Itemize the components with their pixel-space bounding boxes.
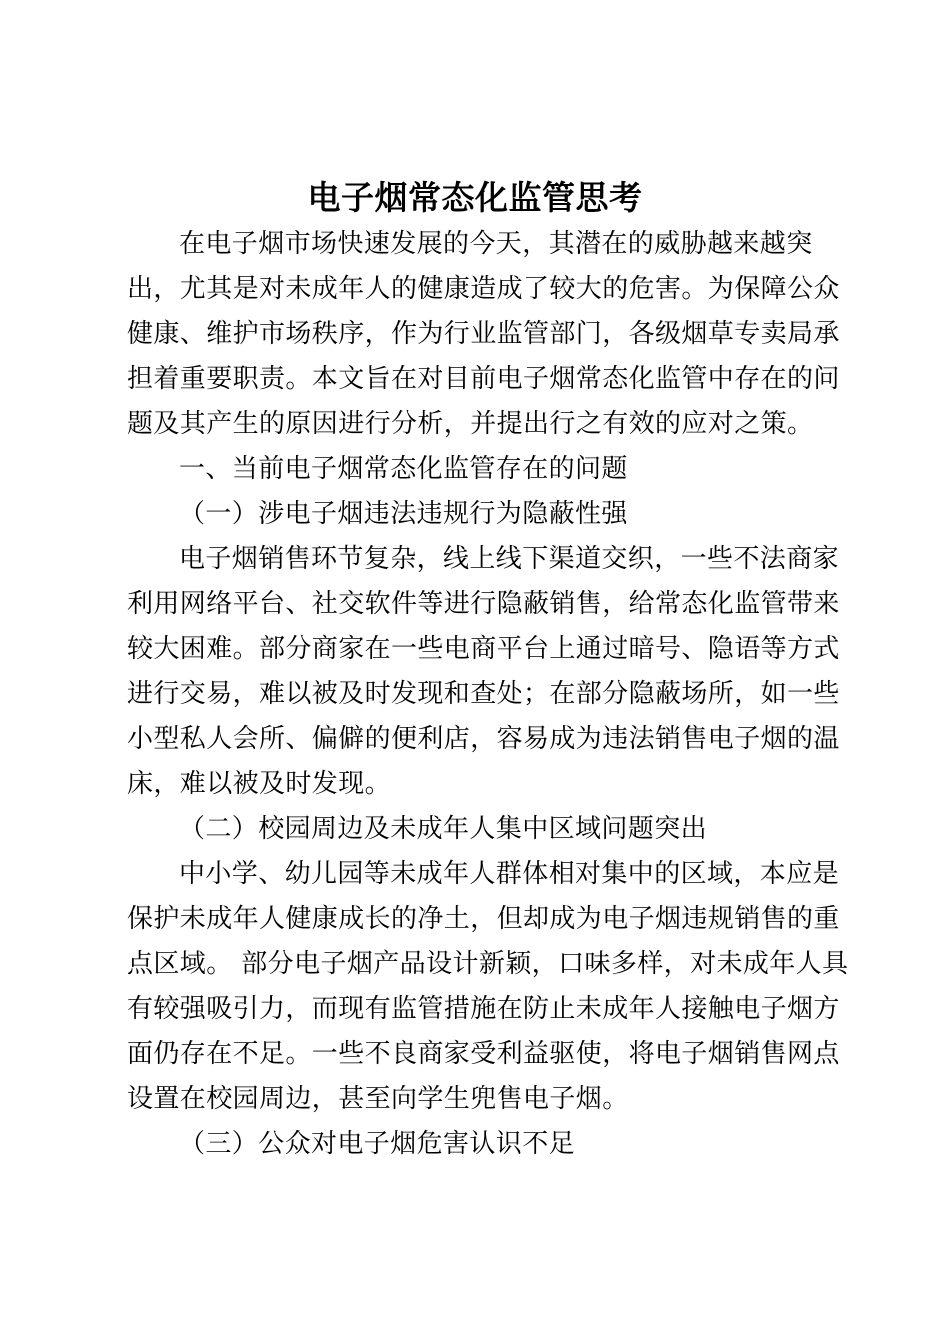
paragraph-1-line-1: 在电子烟市场快速发展的今天，其潜在的威胁越来越突	[179, 229, 813, 259]
paragraph-2-line-5: 小型私人会所、偏僻的便利店，容易成为违法销售电子烟的温	[127, 724, 840, 754]
paragraph-3-line-4: 有较强吸引力，而现有监管措施在防止未成年人接触电子烟方	[127, 994, 840, 1024]
paragraph-2-line-2: 利用网络平台、社交软件等进行隐蔽销售，给常态化监管带来	[127, 589, 840, 619]
paragraph-1-line-2: 出，尤其是对未成年人的健康造成了较大的危害。为保障公众	[127, 274, 840, 304]
paragraph-2-line-3: 较大困难。部分商家在一些电商平台上通过暗号、隐语等方式	[127, 634, 840, 664]
paragraph-3-line-1: 中小学、幼儿园等未成年人群体相对集中的区域，本应是	[179, 859, 840, 889]
paragraph-3-line-2: 保护未成年人健康成长的净土，但却成为电子烟违规销售的重	[127, 904, 840, 934]
paragraph-3-line-5: 面仍存在不足。一些不良商家受利益驱使，将电子烟销售网点	[127, 1039, 840, 1069]
section-heading-1: 一、当前电子烟常态化监管存在的问题	[179, 454, 628, 484]
paragraph-2-line-4: 进行交易，难以被及时发现和查处；在部分隐蔽场所，如一些	[127, 679, 840, 709]
paragraph-2-line-6: 床，难以被及时发现。	[127, 769, 392, 799]
paragraph-2-line-1: 电子烟销售环节复杂，线上线下渠道交织，一些不法商家	[179, 544, 840, 574]
paragraph-3-line-6: 设置在校园周边，甚至向学生兜售电子烟。	[127, 1084, 629, 1114]
subheading-2: （二）校园周边及未成年人集中区域问题突出	[179, 814, 708, 844]
subheading-3: （三）公众对电子烟危害认识不足	[179, 1129, 576, 1159]
document-title: 电子烟常态化监管思考	[307, 178, 643, 217]
paragraph-1-line-4: 担着重要职责。本文旨在对目前电子烟常态化监管中存在的问	[127, 364, 840, 394]
paragraph-3-line-3: 点区域。 部分电子烟产品设计新颖，口味多样，对未成年人具	[127, 949, 849, 979]
subheading-1: （一）涉电子烟违法违规行为隐蔽性强	[179, 499, 628, 529]
paragraph-1-line-3: 健康、维护市场秩序，作为行业监管部门，各级烟草专卖局承	[127, 319, 840, 349]
paragraph-1-line-5: 题及其产生的原因进行分析，并提出行之有效的应对之策。	[127, 409, 814, 439]
